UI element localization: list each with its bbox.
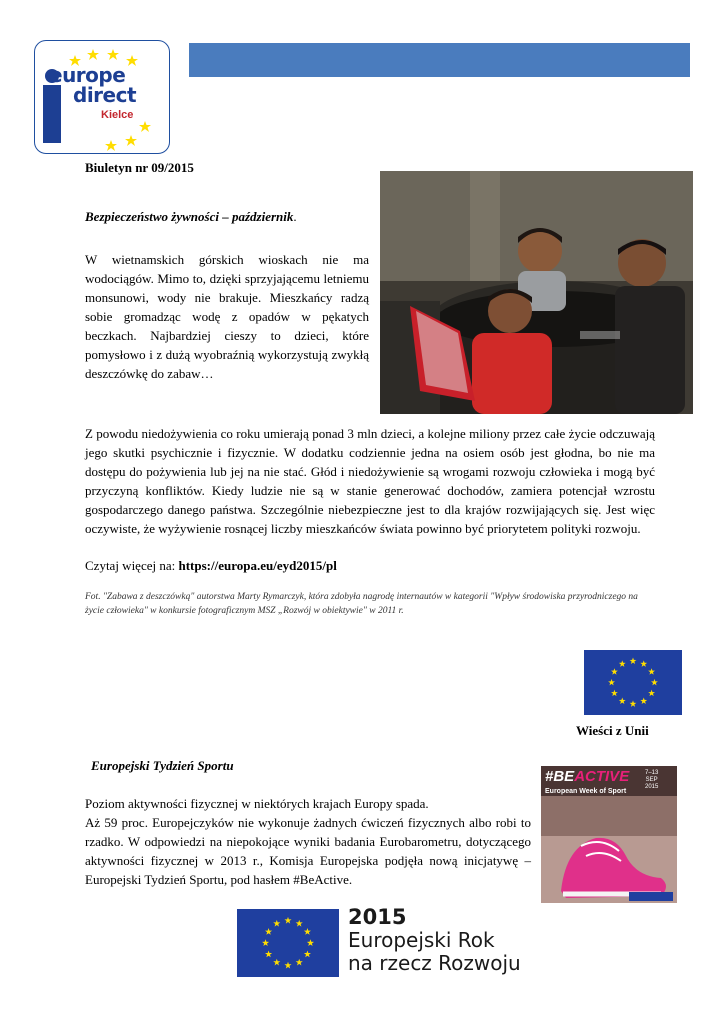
sport-week-first-line: Poziom aktywności fizycznej w niektórych krajach Europy spada. (85, 796, 429, 811)
section-title-food-security (85, 209, 297, 225)
section-title-sport-week: Europejski Tydzień Sportu (91, 758, 234, 773)
eu-flag-graphic (584, 650, 682, 715)
logo-text-city: Kielce (101, 109, 134, 121)
section-title-text: Bezpieczeństwo żywności – październik (85, 209, 294, 224)
sport-week-text: Aż 59 proc. Europejczyków nie wykonuje żadnych ćwiczeń fizycznych albo robi to rzadko. W odpowiedzi na niepokojące wyniki badania Eurobarometru, dotyczącego aktywności fizycznej w 2013 r., Komisja Europejska podjęła nową inicjatywę – Europejski Tydzień Sportu, pod hasłem #BeActive. (85, 815, 531, 887)
photo-caption: Fot. "Zabawa z deszczówką" autorstwa Marty Rymarczyk, która zdobyła nagrodę internautów w kategorii "Wpływ środowiska przyrodniczego na życie człowieka" w konkursie fotograficznym MSZ „Rozwój w obiektywie" w 2011 r. (85, 592, 638, 616)
header-banner (189, 43, 690, 77)
food-security-body: Z powodu niedożywienia co roku umierają ponad 3 mln dzieci, a kolejne miliony przez całe życie odczuwają jego skutki psychicznie i fizycznie. W dodatku codziennie jedna na osiem osób jest głodna, bo nie ma dostępu do pożywienia lub jej na nie stać. Głód i niedożywienie są wrogami rozwoju człowieka i mogą być przyczyną konfliktów. Kiedy ludzie nie są w stanie generować dochodów, zamiera potencjał wzrostu gospodarczego danego państwa. Szczególnie niebezpieczne jest to dla krajów rozwijających się. Jest więc oczywiste, że wyżywienie rosnącej liczby mieszkańców świata powinno być priorytetem polityki rozwoju. (85, 426, 655, 536)
section-title-period: . (293, 209, 297, 224)
europe-direct-logo (34, 40, 170, 154)
beactive-dates: 7–13 SEP 2015 (645, 770, 659, 790)
year-label: 2015 (348, 905, 407, 929)
eu-flag-icon (584, 650, 682, 715)
beactive-hashtag-suffix: ACTIVE (574, 768, 630, 785)
read-more-label: Czytaj więcej na: (85, 558, 179, 573)
news-section-label: Wieści z Unii (576, 723, 649, 738)
eu-flag-footer-graphic (237, 909, 339, 977)
logo-text-direct: direct (73, 83, 137, 107)
year-title-line2: na rzecz Rozwoju (348, 951, 521, 975)
sport-week-body (85, 794, 531, 889)
eu-flag-footer-icon (237, 909, 339, 977)
european-year-development (348, 905, 521, 975)
year-title-line1: Europejski Rok (348, 928, 495, 952)
children-photo-image (380, 171, 693, 414)
beactive-poster (541, 766, 677, 903)
logo-i-bar (43, 85, 61, 143)
read-more-link[interactable]: https://europa.eu/eyd2015/pl (178, 558, 337, 573)
logo-text-europe: europe (49, 63, 126, 87)
children-rainwater-photo (380, 171, 693, 414)
beactive-subtitle: European Week of Sport (545, 788, 627, 795)
bulletin-number: Biuletyn nr 09/2015 (85, 160, 194, 175)
beactive-hashtag-prefix: #BE (545, 768, 575, 785)
beactive-hashtag (545, 768, 629, 785)
intro-paragraph: W wietnamskich górskich wioskach nie ma wodociągów. Mimo to, dzięki sprzyjającemu letniemu monsunowi, wody nie brakuje. Mieszkańcy radzą sobie gromadząc wodę z opadów w pękatych beczkach. Najbardziej cieszy to dzieci, które pomysłowo i z dużą wyobraźnią wykorzystują zwykłą deszczówkę do zabaw… (85, 252, 369, 381)
read-more-line (85, 558, 337, 574)
